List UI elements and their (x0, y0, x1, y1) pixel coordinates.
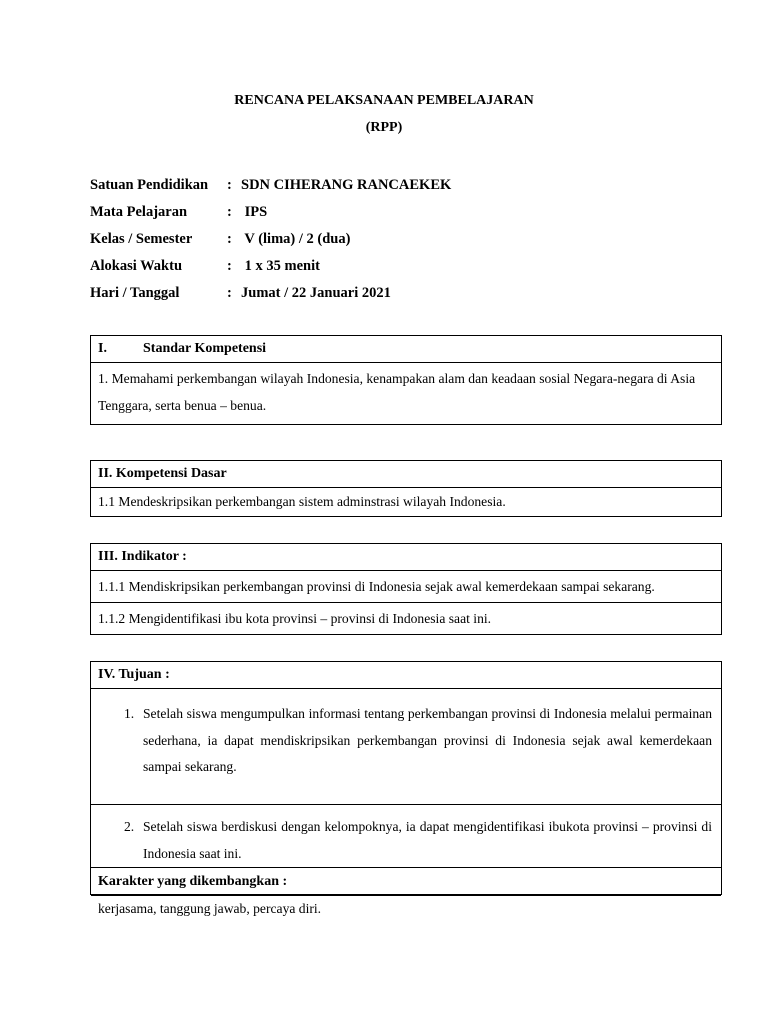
tujuan-heading: IV. Tujuan : (91, 662, 721, 689)
identity-value: SDN CIHERANG RANCAEKEK (241, 177, 452, 193)
tujuan-item-number: 1. (124, 706, 135, 721)
identity-colon: : (227, 285, 232, 301)
identity-colon: : (227, 258, 232, 274)
identity-label: Satuan Pendidikan (90, 177, 209, 193)
indikator-table (90, 543, 722, 635)
identity-row (90, 253, 451, 280)
tujuan-item (91, 805, 721, 868)
section-heading-text: Standar Kompetensi (143, 341, 267, 356)
identity-value: IPS (241, 204, 268, 220)
document-subtitle: (RPP) (365, 120, 403, 135)
tujuan-item-number: 2. (124, 819, 135, 834)
standar-kompetensi-heading (91, 336, 721, 363)
identity-value: 1 x 35 menit (241, 258, 320, 274)
tujuan-item-text: Setelah siswa berdiskusi dengan kelompoknya, ia dapat mengidentifikasi ibukota provinsi – provinsi di Indonesia saat ini. (143, 819, 712, 861)
identity-row (90, 280, 451, 307)
standar-kompetensi-text: 1. Memahami perkembangan wilayah Indonesia, kenampakan alam dan keadaan sosial Negara-negara di Asia Tenggara, serta benua – benua. (98, 371, 696, 413)
karakter-text: kerjasama, tanggung jawab, percaya diri. (98, 901, 322, 916)
tujuan-item (91, 689, 721, 805)
karakter-heading: Karakter yang dikembangkan : (91, 868, 721, 896)
identity-label: Mata Pelajaran (90, 204, 188, 220)
document-title: RENCANA PELAKSANAAN PEMBELAJARAN (234, 93, 534, 108)
standar-kompetensi-table (90, 335, 722, 425)
kompetensi-dasar-table (90, 460, 722, 517)
section-number: I. (98, 341, 107, 356)
indikator-item: 1.1.1 Mendiskripsikan perkembangan provinsi di Indonesia sejak awal kemerdekaan sampai sekarang. (91, 571, 721, 603)
indikator-heading: III. Indikator : (91, 544, 721, 571)
identity-label: Hari / Tanggal (90, 285, 180, 301)
identity-row (90, 172, 451, 199)
identity-row (90, 199, 451, 226)
identity-label: Alokasi Waktu (90, 258, 183, 274)
identity-value: V (lima) / 2 (dua) (241, 231, 351, 247)
identity-colon: : (227, 177, 232, 193)
identity-row (90, 226, 451, 253)
identity-colon: : (227, 204, 232, 220)
identity-label: Kelas / Semester (90, 231, 193, 247)
indikator-item: 1.1.2 Mengidentifikasi ibu kota provinsi – provinsi di Indonesia saat ini. (98, 611, 492, 626)
tujuan-table (90, 661, 722, 916)
kompetensi-dasar-text: 1.1 Mendeskripsikan perkembangan sistem adminstrasi wilayah Indonesia. (98, 494, 506, 509)
kompetensi-dasar-heading: II. Kompetensi Dasar (91, 461, 721, 488)
identity-block (90, 172, 451, 307)
identity-value: Jumat / 22 Januari 2021 (241, 285, 391, 301)
identity-colon: : (227, 231, 232, 247)
tujuan-item-text: Setelah siswa mengumpulkan informasi tentang perkembangan provinsi di Indonesia melalui permainan sederhana, ia dapat mendiskripsikan perkembangan provinsi di Indonesia sejak awal kemerdekaan sampai sekarang. (143, 706, 712, 774)
